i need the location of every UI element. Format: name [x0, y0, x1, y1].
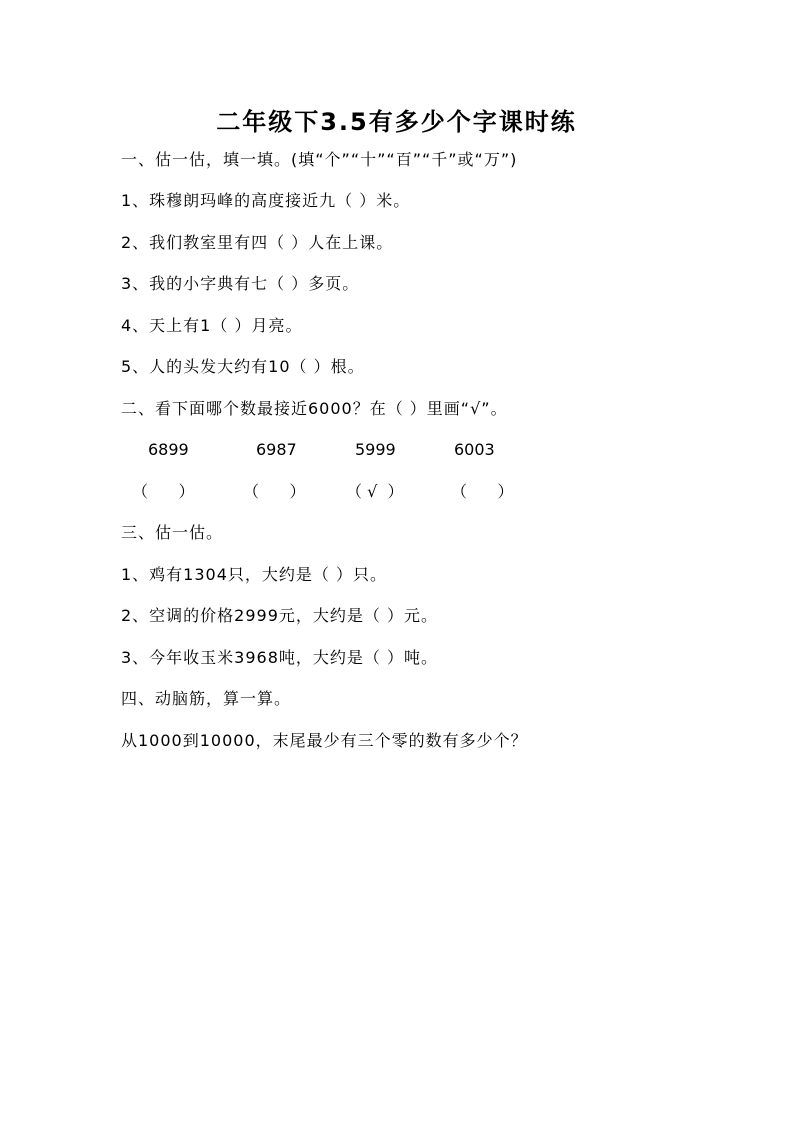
section-4-heading: 四、动脑筋，算一算。: [121, 689, 292, 708]
s1-question-2: 2、我们教室里有四（ ）人在上课。: [121, 233, 394, 252]
section-3-heading: 三、估一估。: [121, 523, 224, 542]
section-1-heading: 一、估一估，填一填。(填“个”“十”“百”“千”或“万”): [121, 150, 518, 169]
choice-number-4: 6003: [454, 440, 495, 459]
choice-answer-1: （ ）: [132, 482, 195, 501]
s1-question-1: 1、珠穆朗玛峰的高度接近九（ ）米。: [121, 191, 411, 210]
choice-answer-2: （ ）: [243, 482, 306, 501]
choice-number-3: 5999: [355, 440, 396, 459]
choice-number-1: 6899: [148, 440, 189, 459]
s3-question-3: 3、今年收玉米3968吨，大约是（ ）吨。: [121, 648, 438, 667]
choice-answer-4: （ ）: [451, 482, 514, 501]
s4-question: 从1000到10000，末尾最少有三个零的数有多少个？: [121, 731, 528, 750]
section-2-heading: 二、看下面哪个数最接近6000？在（ ）里画“√”。: [121, 399, 508, 418]
s3-question-1: 1、鸡有1304只，大约是（ ）只。: [121, 565, 387, 584]
s3-question-2: 2、空调的价格2999元，大约是（ ）元。: [121, 606, 438, 625]
s1-question-5: 5、人的头发大约有10（ ）根。: [121, 357, 365, 376]
choice-answer-3: （ √ ）: [346, 482, 404, 501]
s1-question-3: 3、我的小字典有七（ ）多页。: [121, 274, 360, 293]
choice-number-2: 6987: [256, 440, 297, 459]
page-title: 二年级下3.5有多少个字课时练: [216, 108, 577, 136]
s1-question-4: 4、天上有1（ ）月亮。: [121, 316, 303, 335]
